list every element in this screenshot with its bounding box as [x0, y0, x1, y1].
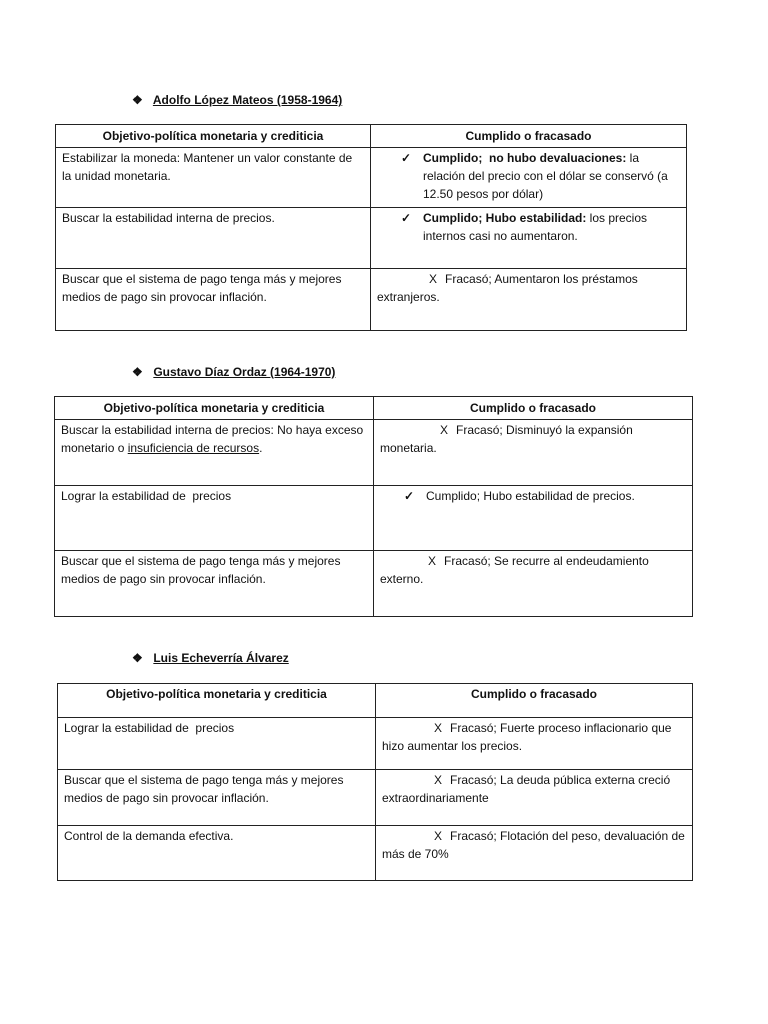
result-cell	[374, 551, 693, 617]
diamond-bullet-icon: ❖	[132, 651, 143, 665]
section-heading-echeverria	[132, 651, 289, 665]
table-row	[56, 269, 687, 331]
objective-underlined-text: insuficiencia de recursos	[127, 441, 260, 455]
result-text	[382, 719, 686, 755]
result-cell	[371, 269, 687, 331]
result-cell	[376, 718, 693, 770]
result-text	[380, 487, 686, 505]
policy-table-lopez-mateos	[55, 124, 687, 331]
objective-cell	[55, 486, 374, 551]
table-row	[58, 718, 693, 770]
result-cell	[374, 486, 693, 551]
result-text	[377, 209, 680, 245]
check-mark-icon: ✓	[401, 151, 412, 165]
objective-text: Buscar que el sistema de pago tenga más y mejores medios de pago sin provocar inflación.	[64, 773, 347, 805]
column-header-objective: Objetivo-política monetaria y crediticia	[55, 397, 374, 420]
result-text	[382, 771, 686, 807]
result-rest-text: la relación del precio con el dólar se conservó (a 12.50 pesos por dólar)	[423, 151, 672, 201]
result-text	[377, 149, 680, 203]
objective-cell	[56, 148, 371, 208]
objective-text: Buscar la estabilidad interna de precios.	[62, 211, 275, 225]
table-header-row	[58, 684, 693, 718]
objective-cell	[55, 551, 374, 617]
column-header-result: Cumplido o fracasado	[371, 125, 687, 148]
table-header-row	[55, 397, 693, 420]
column-header-result: Cumplido o fracasado	[376, 684, 693, 718]
result-body-text: Fracasó; La deuda pública externa creció extraordinariamente	[382, 773, 674, 805]
result-cell	[371, 208, 687, 269]
table-row	[56, 208, 687, 269]
table-row	[58, 770, 693, 826]
table-row	[55, 551, 693, 617]
section-heading-lopez-mateos	[132, 93, 342, 107]
result-text	[380, 552, 686, 588]
table-row	[55, 486, 693, 551]
result-rest-text: los precios internos casi no aumentaron.	[423, 211, 651, 243]
check-mark-icon: ✓	[401, 211, 412, 225]
objective-cell	[55, 420, 374, 486]
cross-mark-icon: X	[429, 272, 438, 286]
objective-text	[61, 421, 367, 457]
result-text	[377, 270, 680, 306]
result-cell	[371, 148, 687, 208]
result-cell	[374, 420, 693, 486]
result-body-text: Cumplido; Hubo estabilidad de precios.	[426, 489, 635, 503]
cross-mark-icon: X	[440, 423, 449, 437]
result-body-text: Fracasó; Flotación del peso, devaluación de más de 70%	[382, 829, 689, 861]
result-body-text: Fracasó; Fuerte proceso inflacionario que hizo aumentar los precios.	[382, 721, 675, 753]
section-title: Gustavo Díaz Ordaz (1964-1970)	[153, 365, 336, 379]
cross-mark-icon: X	[428, 554, 437, 568]
cross-mark-icon: X	[434, 721, 443, 735]
section-title: Adolfo López Mateos (1958-1964)	[152, 93, 343, 107]
policy-table-diaz-ordaz	[54, 396, 693, 617]
cross-mark-icon: X	[434, 829, 443, 843]
objective-text: Buscar que el sistema de pago tenga más y mejores medios de pago sin provocar inflación.	[61, 554, 344, 586]
objective-text: Control de la demanda efectiva.	[64, 829, 234, 843]
objective-text: Buscar que el sistema de pago tenga más y mejores medios de pago sin provocar inflación.	[62, 272, 345, 304]
table-row	[58, 826, 693, 881]
table-row	[56, 148, 687, 208]
objective-text-end: .	[259, 441, 263, 455]
objective-text-part: Buscar la estabilidad interna de precios: No haya exceso monetario o	[61, 423, 367, 455]
section-title: Luis Echeverría Álvarez	[153, 651, 289, 665]
objective-text: Estabilizar la moneda: Mantener un valor constante de la unidad monetaria.	[62, 151, 356, 183]
cross-mark-icon: X	[434, 773, 443, 787]
result-text	[382, 827, 689, 863]
result-cell	[376, 770, 693, 826]
objective-text: Lograr la estabilidad de precios	[64, 721, 235, 735]
section-heading-diaz-ordaz	[132, 365, 335, 379]
column-header-objective: Objetivo-política monetaria y crediticia	[58, 684, 376, 718]
result-body-text: Fracasó; Disminuyó la expansión monetaria.	[380, 423, 637, 455]
objective-text: Lograr la estabilidad de precios	[61, 489, 232, 503]
result-cell	[376, 826, 693, 881]
column-header-result: Cumplido o fracasado	[374, 397, 693, 420]
table-header-row	[56, 125, 687, 148]
result-text	[380, 421, 686, 457]
check-mark-icon: ✓	[404, 489, 415, 503]
result-bold-text: Cumplido; Hubo estabilidad:	[423, 211, 587, 225]
objective-cell	[58, 770, 376, 826]
diamond-bullet-icon: ❖	[132, 93, 143, 107]
diamond-bullet-icon: ❖	[132, 365, 143, 379]
result-body-text: Fracasó; Se recurre al endeudamiento externo.	[380, 554, 653, 586]
table-row	[55, 420, 693, 486]
objective-cell	[56, 269, 371, 331]
column-header-objective: Objetivo-política monetaria y crediticia	[56, 125, 371, 148]
objective-cell	[58, 826, 376, 881]
policy-table-echeverria	[57, 683, 693, 881]
objective-cell	[58, 718, 376, 770]
objective-cell	[56, 208, 371, 269]
result-bold-text: Cumplido; no hubo devaluaciones:	[423, 151, 627, 165]
result-body-text: Fracasó; Aumentaron los préstamos extranjeros.	[377, 272, 642, 304]
